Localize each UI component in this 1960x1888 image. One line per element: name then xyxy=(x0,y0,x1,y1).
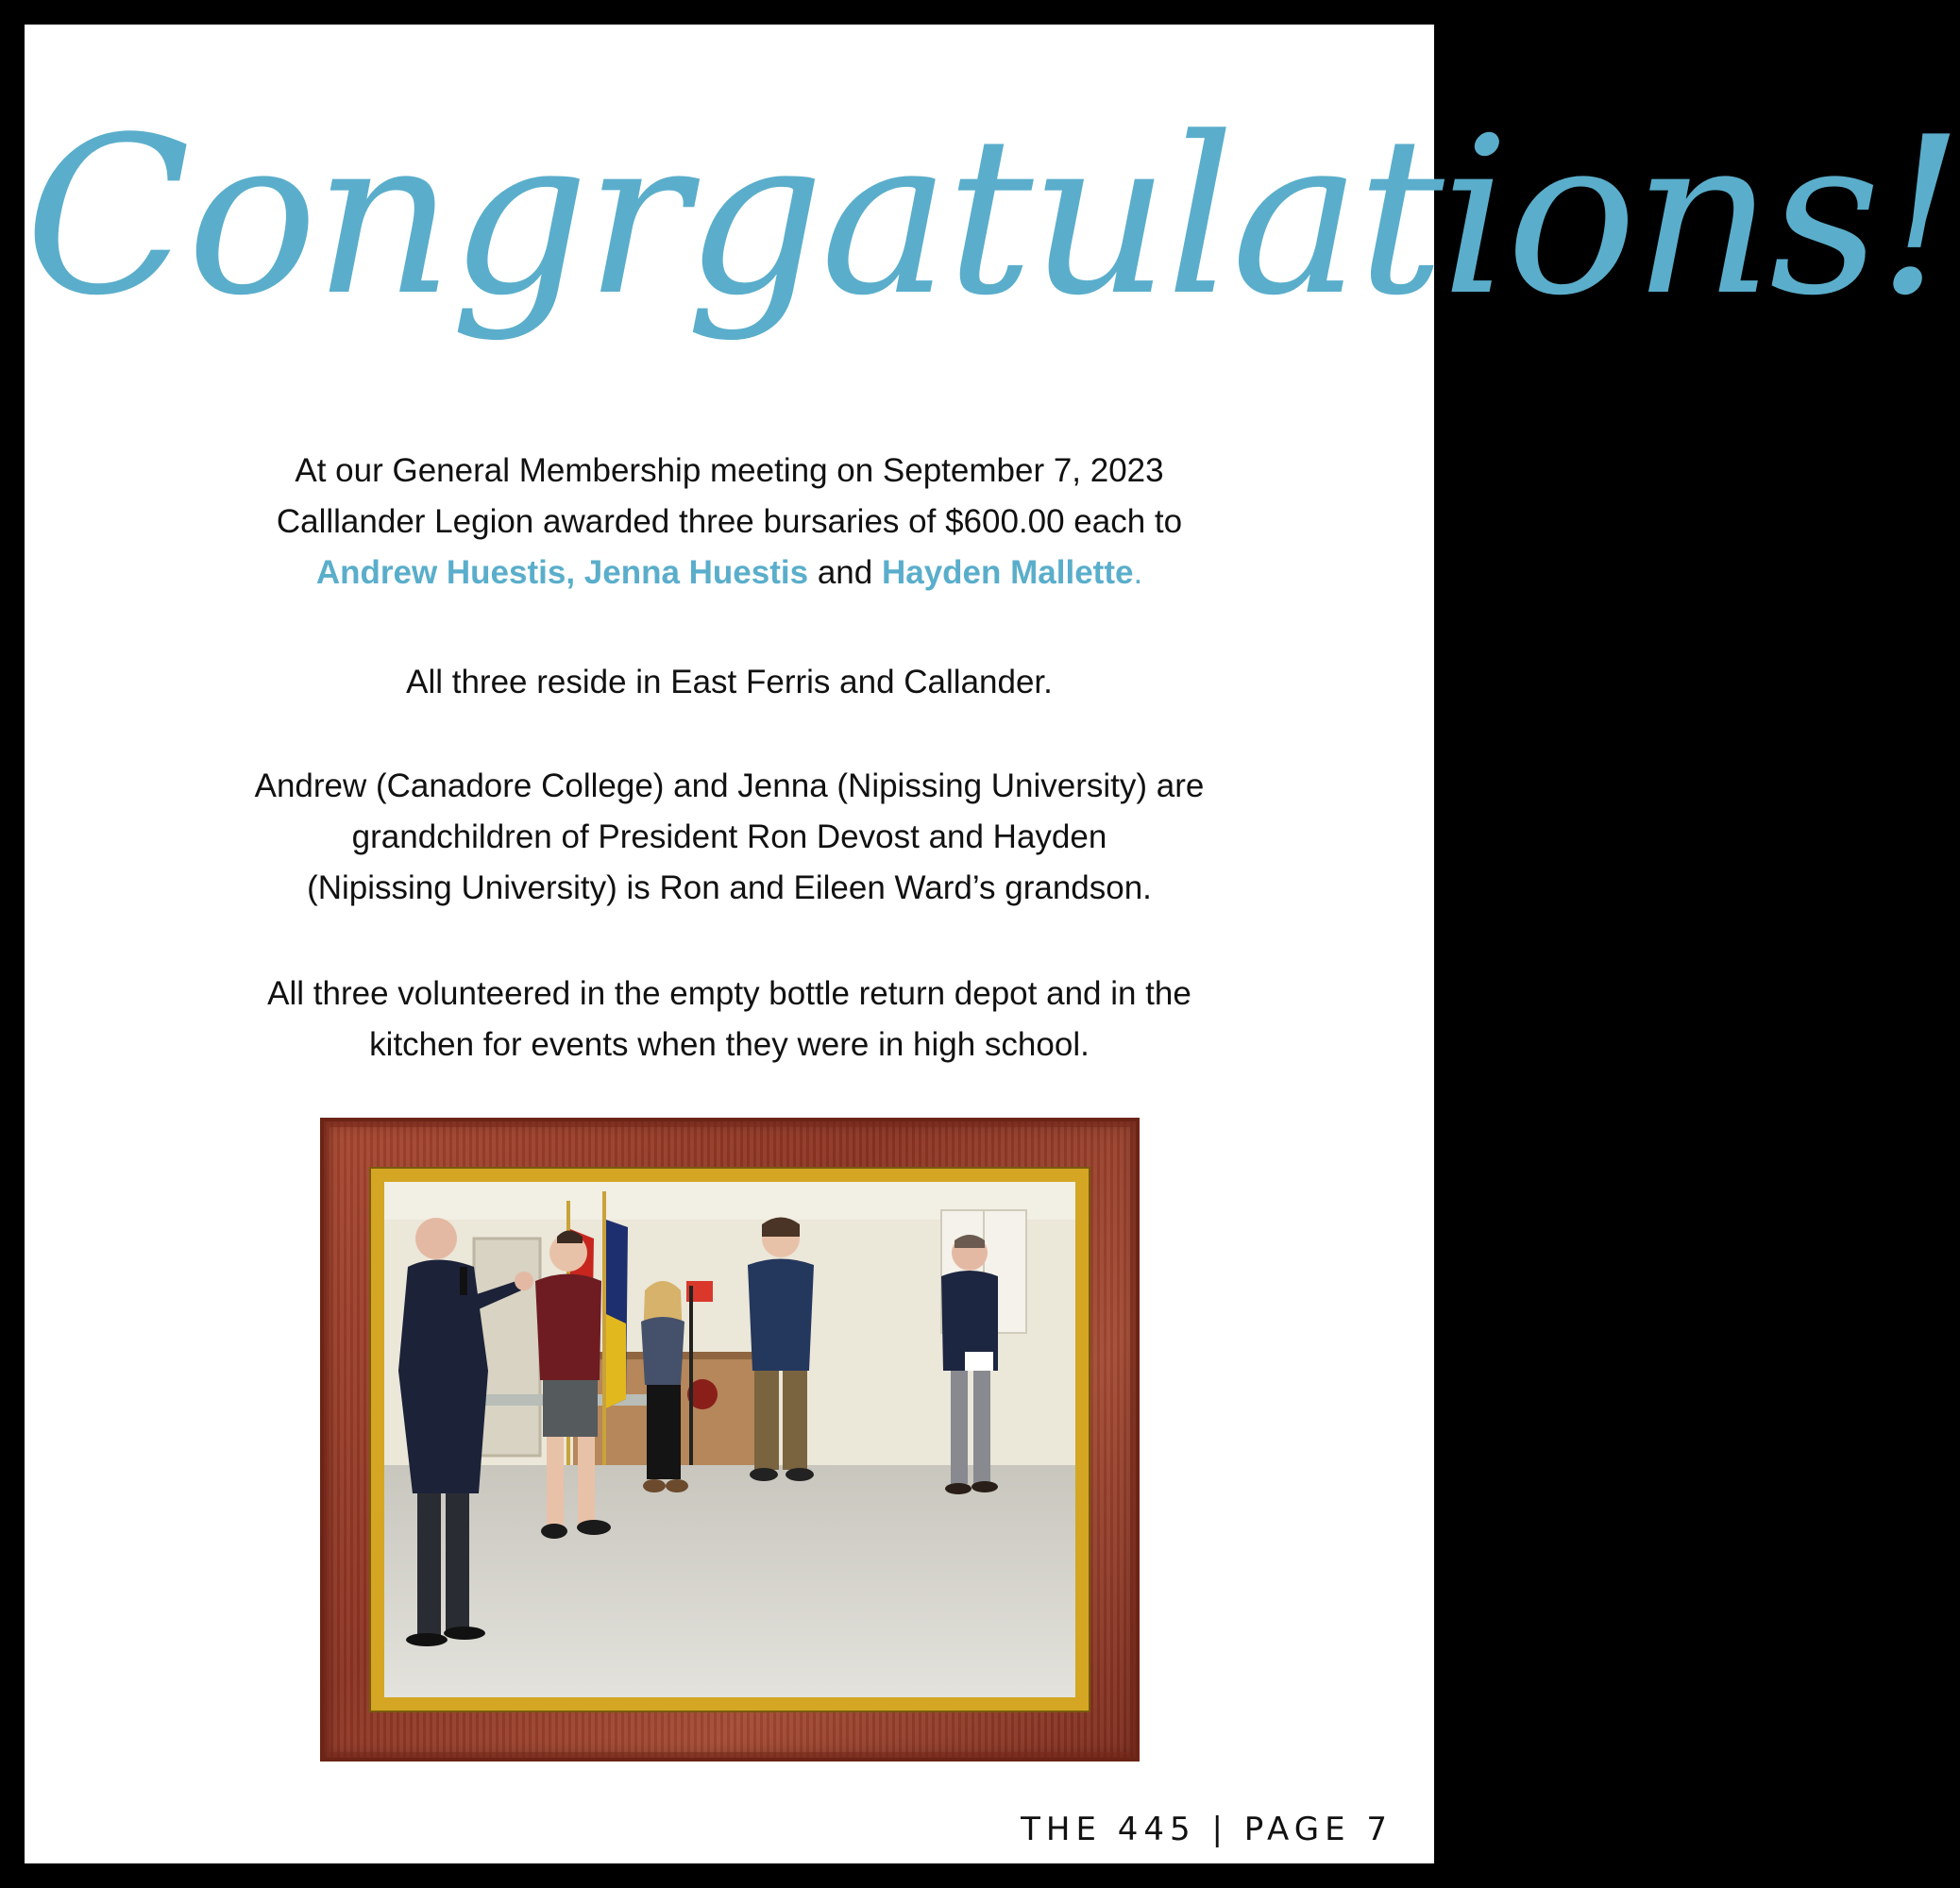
headline: Congrgatulations! xyxy=(25,92,1960,344)
period: . xyxy=(1133,554,1143,591)
paragraph-family-line-3: (Nipissing University) is Ron and Eileen Ward’s grandson. xyxy=(307,869,1152,906)
page-footer: THE 445 | PAGE 7 xyxy=(1021,1811,1393,1848)
paragraph-award xyxy=(138,446,1321,598)
recipient-names-1: Andrew Huestis, Jenna Huestis xyxy=(315,554,809,591)
photo-frame xyxy=(320,1118,1140,1762)
recipient-name-2: Hayden Mallette xyxy=(881,554,1134,591)
paragraph-volunteer-line-2: kitchen for events when they were in high school. xyxy=(369,1026,1090,1063)
paragraph-residence: All three reside in East Ferris and Callander. xyxy=(406,664,1053,700)
paragraph-award-line-1: At our General Membership meeting on September 7, 2023 xyxy=(295,452,1164,489)
photo-frame-gold-liner xyxy=(371,1169,1089,1711)
paragraph-volunteer xyxy=(138,969,1321,1070)
paragraph-family-line-2: grandchildren of President Ron Devost and Hayden xyxy=(351,818,1107,855)
paragraph-award-line-3 xyxy=(138,548,1321,598)
group-photo-illustration xyxy=(384,1182,1075,1697)
paragraph-award-line-2: Calllander Legion awarded three bursaries of $600.00 each to xyxy=(276,503,1183,540)
newsletter-page xyxy=(25,25,1960,1863)
group-photo xyxy=(384,1182,1075,1697)
paragraph-family xyxy=(138,761,1321,914)
paragraph-family-line-1: Andrew (Canadore College) and Jenna (Nipissing University) are xyxy=(254,767,1205,804)
conjunction: and xyxy=(817,554,873,591)
paragraph-volunteer-line-1: All three volunteered in the empty bottle return depot and in the xyxy=(267,975,1191,1012)
